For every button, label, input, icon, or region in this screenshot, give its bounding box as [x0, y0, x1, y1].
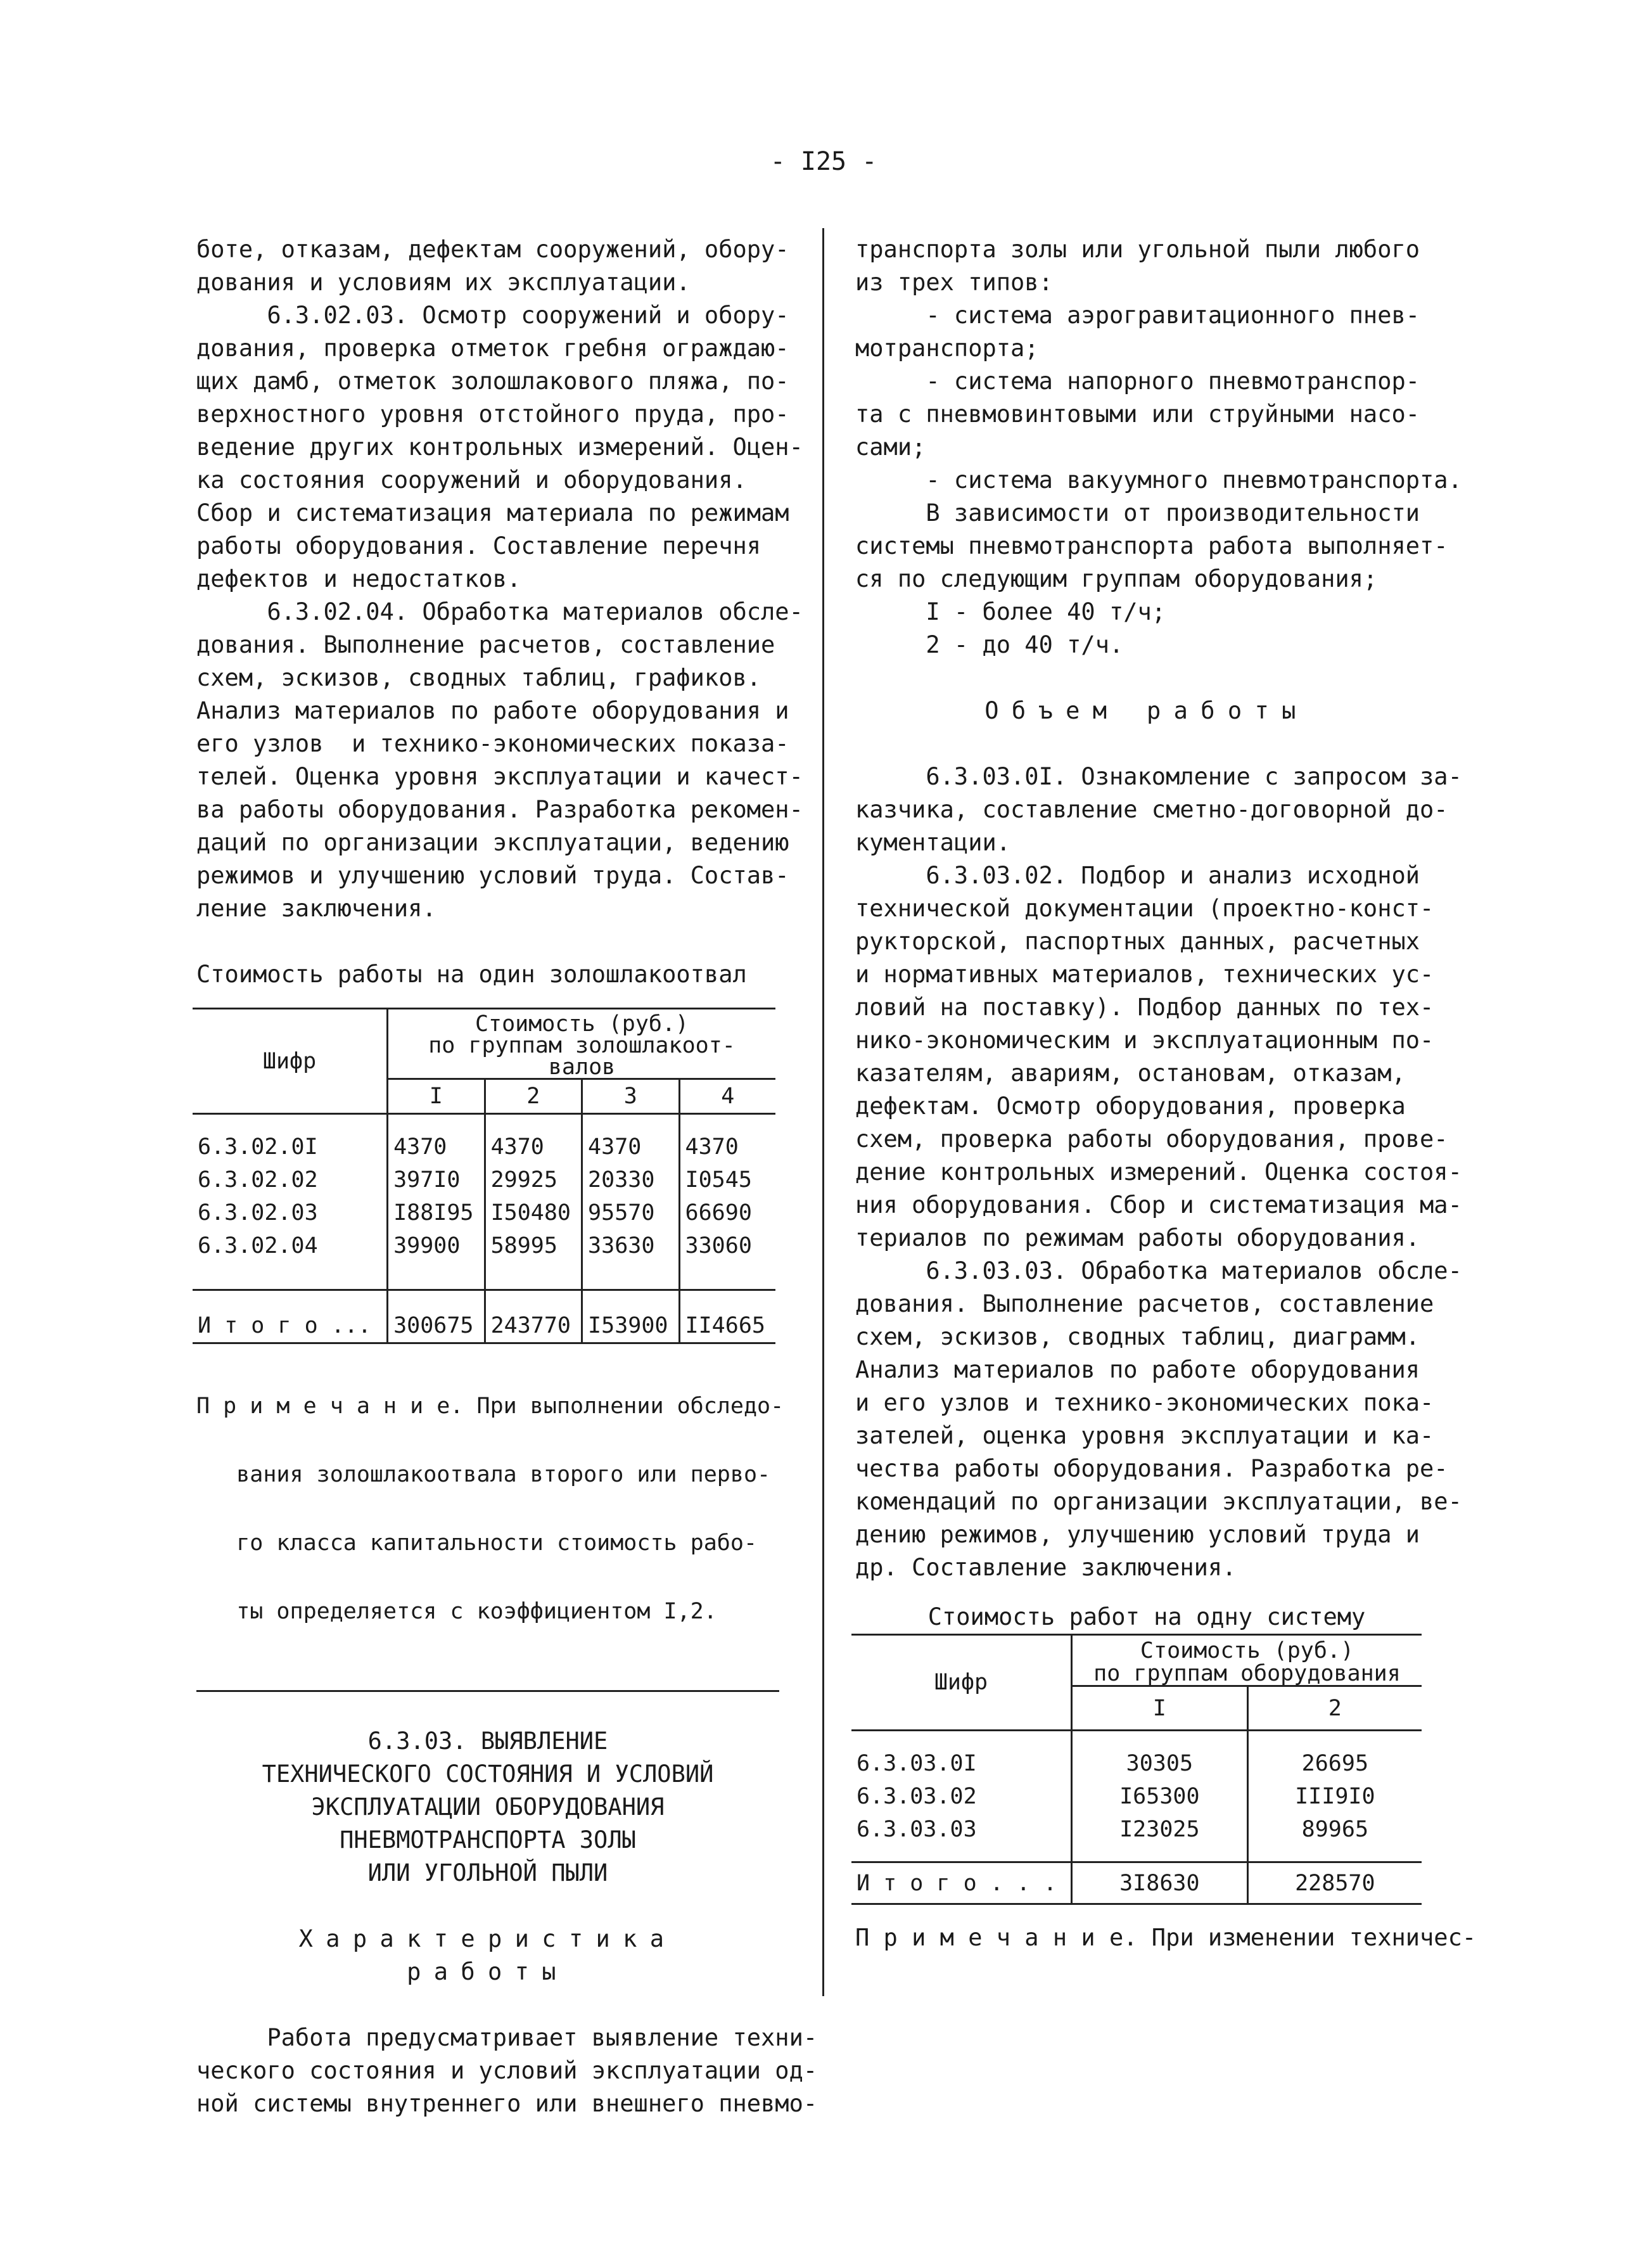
text-line: дования и условиям их эксплуатации.	[196, 269, 691, 296]
text-line: териалов по режимам работы оборудования.	[855, 1224, 1420, 1252]
text-line: ва работы оборудования. Разработка рекомен-	[196, 796, 803, 823]
group-header: 2	[1247, 1686, 1422, 1731]
table1-caption: Стоимость работы на один золошлакоотвал	[196, 961, 747, 988]
text-line: даций по организации эксплуатации, ведению	[196, 829, 789, 856]
total-value: 3I8630	[1072, 1862, 1248, 1904]
table2-note: П р и м е ч а н и е. При изменении техничес-	[855, 1924, 1477, 1951]
cell-value: 26695	[1247, 1747, 1422, 1780]
cell-value: 95570	[582, 1196, 679, 1229]
text-line: 6.3.03.02. Подбор и анализ исходной	[855, 862, 1420, 889]
text-line: ной системы внутреннего или внешнего пневмо-	[196, 2089, 818, 2117]
table-row	[851, 1813, 1422, 1846]
text-line: комендаций по организации эксплуатации, ве-	[855, 1488, 1462, 1515]
text-line: казчика, составление сметно-договорной до-	[855, 796, 1448, 823]
text-line: казателям, авариям, остановам, отказам,	[855, 1060, 1406, 1087]
left-para-3	[196, 596, 803, 925]
cell-value: I88I95	[388, 1196, 485, 1229]
table-total-row	[193, 1309, 775, 1343]
table-row	[851, 1780, 1422, 1813]
text-line: зателей, оценка уровня эксплуатации и ка-	[855, 1422, 1434, 1449]
text-line: др. Составление заключения.	[855, 1554, 1237, 1581]
left-para-1	[196, 233, 789, 299]
text-line: 6.3.03.03. Обработка материалов обсле-	[855, 1257, 1462, 1285]
table2-caption: Стоимость работ на одну систему	[927, 1603, 1366, 1631]
total-label: И т о г о ...	[193, 1309, 388, 1343]
cell-value: 397I0	[388, 1163, 485, 1196]
text-line: транспорта золы или угольной пыли любого	[855, 236, 1420, 263]
cell-value: I23025	[1072, 1813, 1248, 1846]
text-line: - система вакуумного пневмотранспорта.	[855, 466, 1462, 494]
total-value: 243770	[485, 1309, 582, 1343]
right-column	[855, 233, 1477, 1954]
left-para-4	[196, 2021, 818, 2120]
text-line: технической документации (проектно-конст-	[855, 895, 1434, 922]
text-line: ся по следующим группам оборудования;	[855, 565, 1378, 593]
cell-value: 30305	[1072, 1747, 1248, 1780]
header-line: по группам золошлакоот-	[428, 1033, 736, 1058]
text-line: телей. Оценка уровня эксплуатации и качест-	[196, 763, 803, 790]
group-header: 4	[679, 1079, 775, 1114]
text-line: дение контрольных измерений. Оценка состоя-	[855, 1158, 1462, 1186]
text-line: Сбор и систематизация материала по режимам	[196, 499, 789, 527]
cost-table-ash-dumps	[193, 1008, 775, 1344]
text-line: режимов и улучшению условий труда. Состав-	[196, 862, 789, 889]
cell-value: 39900	[388, 1229, 485, 1262]
text-line: I - более 40 т/ч;	[855, 598, 1166, 625]
text-line: мотранспорта;	[855, 335, 1039, 362]
group-header: 3	[582, 1079, 679, 1114]
heading-line: ИЛИ УГОЛЬНОЙ ПЫЛИ	[367, 1859, 608, 1887]
table-header-cost	[388, 1009, 775, 1079]
text-line: чества работы оборудования. Разработка ре-	[855, 1455, 1448, 1482]
cell-value: 4370	[485, 1131, 582, 1163]
text-line: щих дамб, отметок золошлакового пляжа, по-	[196, 368, 789, 395]
heading-line: ТЕХНИЧЕСКОГО СОСТОЯНИЯ И УСЛОВИЙ	[262, 1760, 714, 1788]
text-line: дефектам. Осмотр оборудования, проверка	[855, 1092, 1406, 1120]
cell-value: 58995	[485, 1229, 582, 1262]
row-code: 6.3.02.02	[198, 1167, 318, 1193]
row-code: 6.3.02.0I	[198, 1134, 318, 1160]
table-total-row	[851, 1862, 1422, 1904]
text-line: 6.3.02.04. Обработка материалов обсле-	[196, 598, 803, 625]
text-line: верхностного уровня отстойного пруда, про-	[196, 400, 789, 428]
cell-value: 4370	[388, 1131, 485, 1163]
page-number: - I25 -	[770, 147, 877, 176]
text-line: ния оборудования. Сбор и систематизация ма-	[855, 1191, 1462, 1219]
cell-value: I50480	[485, 1196, 582, 1229]
text-line: схем, эскизов, сводных таблиц, графиков.	[196, 664, 761, 691]
text-line: дования, проверка отметок гребня ограждаю-	[196, 335, 789, 362]
right-para-4	[855, 1255, 1462, 1584]
text-line: - система аэрогравитационного пнев-	[855, 302, 1420, 329]
text-line: В зависимости от производительности	[855, 499, 1420, 527]
note-line: П р и м е ч а н и е. При выполнении обследо-	[196, 1393, 784, 1419]
cell-value: 66690	[679, 1196, 775, 1229]
group-header: 2	[485, 1079, 582, 1114]
cell-value: 29925	[485, 1163, 582, 1196]
right-para-3	[855, 859, 1462, 1255]
text-line: дению режимов, улучшению условий труда и	[855, 1521, 1420, 1548]
row-code: 6.3.03.02	[857, 1783, 977, 1809]
text-line: работы оборудования. Составление перечня	[196, 532, 761, 560]
text-line: ка состояния сооружений и оборудования.	[196, 466, 747, 494]
text-line: 2 - до 40 т/ч.	[855, 631, 1124, 658]
group-header: I	[388, 1079, 485, 1114]
row-code: 6.3.02.04	[198, 1233, 318, 1259]
text-line: и его узлов и технико-экономических пока-	[855, 1389, 1434, 1416]
cell-value: 4370	[582, 1131, 679, 1163]
header-line: по группам оборудования	[1093, 1661, 1401, 1686]
text-line: системы пневмотранспорта работа выполняет-	[855, 532, 1448, 560]
cell-value: I0545	[679, 1163, 775, 1196]
cell-value: 4370	[679, 1131, 775, 1163]
text-line: Анализ материалов по работе оборудования и	[196, 697, 789, 724]
text-line: кументации.	[855, 829, 1011, 856]
text-line: схем, эскизов, сводных таблиц, диаграмм.	[855, 1323, 1420, 1350]
text-line: сами;	[855, 433, 926, 461]
text-line: нико-экономическим и эксплуатационным по-	[855, 1027, 1434, 1054]
cell-value: 89965	[1247, 1813, 1422, 1846]
group-header: I	[1072, 1686, 1248, 1731]
text-line: ление заключения.	[196, 895, 436, 922]
column-divider	[822, 228, 824, 1996]
text-line: дефектов и недостатков.	[196, 565, 521, 593]
text-line: ческого состояния и условий эксплуатации од-	[196, 2056, 818, 2084]
text-line: его узлов и технико-экономических показа-	[196, 730, 789, 757]
text-line: 6.3.02.03. Осмотр сооружений и обору-	[196, 302, 789, 329]
note-line: вания золошлакоотвала второго или перво-	[196, 1461, 771, 1487]
left-column	[196, 233, 818, 2120]
table-header-code: Шифр	[851, 1635, 1072, 1731]
table-header-cost	[1072, 1635, 1422, 1686]
text-line: 6.3.03.0I. Ознакомление с запросом за-	[855, 763, 1462, 790]
total-value: II4665	[679, 1309, 775, 1343]
heading-line: ЭКСПЛУАТАЦИИ ОБОРУДОВАНИЯ	[311, 1793, 665, 1821]
total-value: 228570	[1247, 1862, 1422, 1904]
text-line: ловий на поставку). Подбор данных по тех-	[855, 994, 1434, 1021]
total-value: 300675	[388, 1309, 485, 1343]
text-line: Работа предусматривает выявление техни-	[196, 2023, 818, 2051]
text-line: дования. Выполнение расчетов, составление	[196, 631, 775, 658]
total-value: I53900	[582, 1309, 679, 1343]
text-line: та с пневмовинтовыми или струйными насо-	[855, 400, 1420, 428]
table-row	[193, 1163, 775, 1196]
text-line: рукторской, паспортных данных, расчетных	[855, 928, 1420, 955]
cell-value: 20330	[582, 1163, 679, 1196]
heading-line: 6.3.03. ВЫЯВЛЕНИЕ	[367, 1727, 608, 1755]
heading-line: работы	[407, 1957, 569, 1985]
header-line: Стоимость (руб.)	[1140, 1638, 1354, 1663]
table-header-code: Шифр	[193, 1009, 388, 1114]
note-line: ты определяется с коэффициентом I,2.	[196, 1598, 717, 1624]
text-line: схем, проверка работы оборудования, прове-	[855, 1125, 1448, 1153]
note-line: го класса капитальности стоимость рабо-	[196, 1530, 758, 1556]
cell-value: 33630	[582, 1229, 679, 1262]
heading-line: Характеристика	[298, 1925, 677, 1952]
table-row	[851, 1747, 1422, 1780]
cost-table-systems	[851, 1634, 1422, 1905]
row-code: 6.3.02.03	[198, 1200, 318, 1226]
right-para-1	[855, 233, 1462, 662]
cell-value: 33060	[679, 1229, 775, 1262]
section-heading	[196, 1725, 779, 1890]
header-line: Стоимость (руб.)	[475, 1011, 689, 1037]
cell-value: III9I0	[1247, 1780, 1422, 1813]
row-code: 6.3.03.0I	[857, 1750, 977, 1776]
table-row	[193, 1196, 775, 1229]
table-row	[193, 1131, 775, 1163]
table1-note	[196, 1349, 784, 1669]
heading-line: ПНЕВМОТРАНСПОРТА ЗОЛЫ	[340, 1826, 636, 1854]
left-para-2	[196, 299, 803, 596]
text-line: Анализ материалов по работе оборудования	[855, 1356, 1420, 1383]
text-line: - система напорного пневмотранспор-	[855, 368, 1420, 395]
text-line: дования. Выполнение расчетов, составление	[855, 1290, 1434, 1317]
text-line: и нормативных материалов, технических ус-	[855, 961, 1434, 988]
text-line: из трех типов:	[855, 269, 1053, 296]
table-row	[193, 1229, 775, 1262]
text-line: боте, отказам, дефектам сооружений, обору-	[196, 236, 789, 263]
characteristic-heading	[196, 1923, 779, 1989]
work-scope-heading: Объем работы	[984, 697, 1309, 724]
total-label: И т о г о . . .	[851, 1862, 1072, 1904]
right-para-2	[855, 760, 1462, 859]
row-code: 6.3.03.03	[857, 1816, 977, 1842]
header-line: валов	[548, 1054, 616, 1080]
cell-value: I65300	[1072, 1780, 1248, 1813]
text-line: ведение других контрольных измерений. Оцен-	[196, 433, 803, 461]
